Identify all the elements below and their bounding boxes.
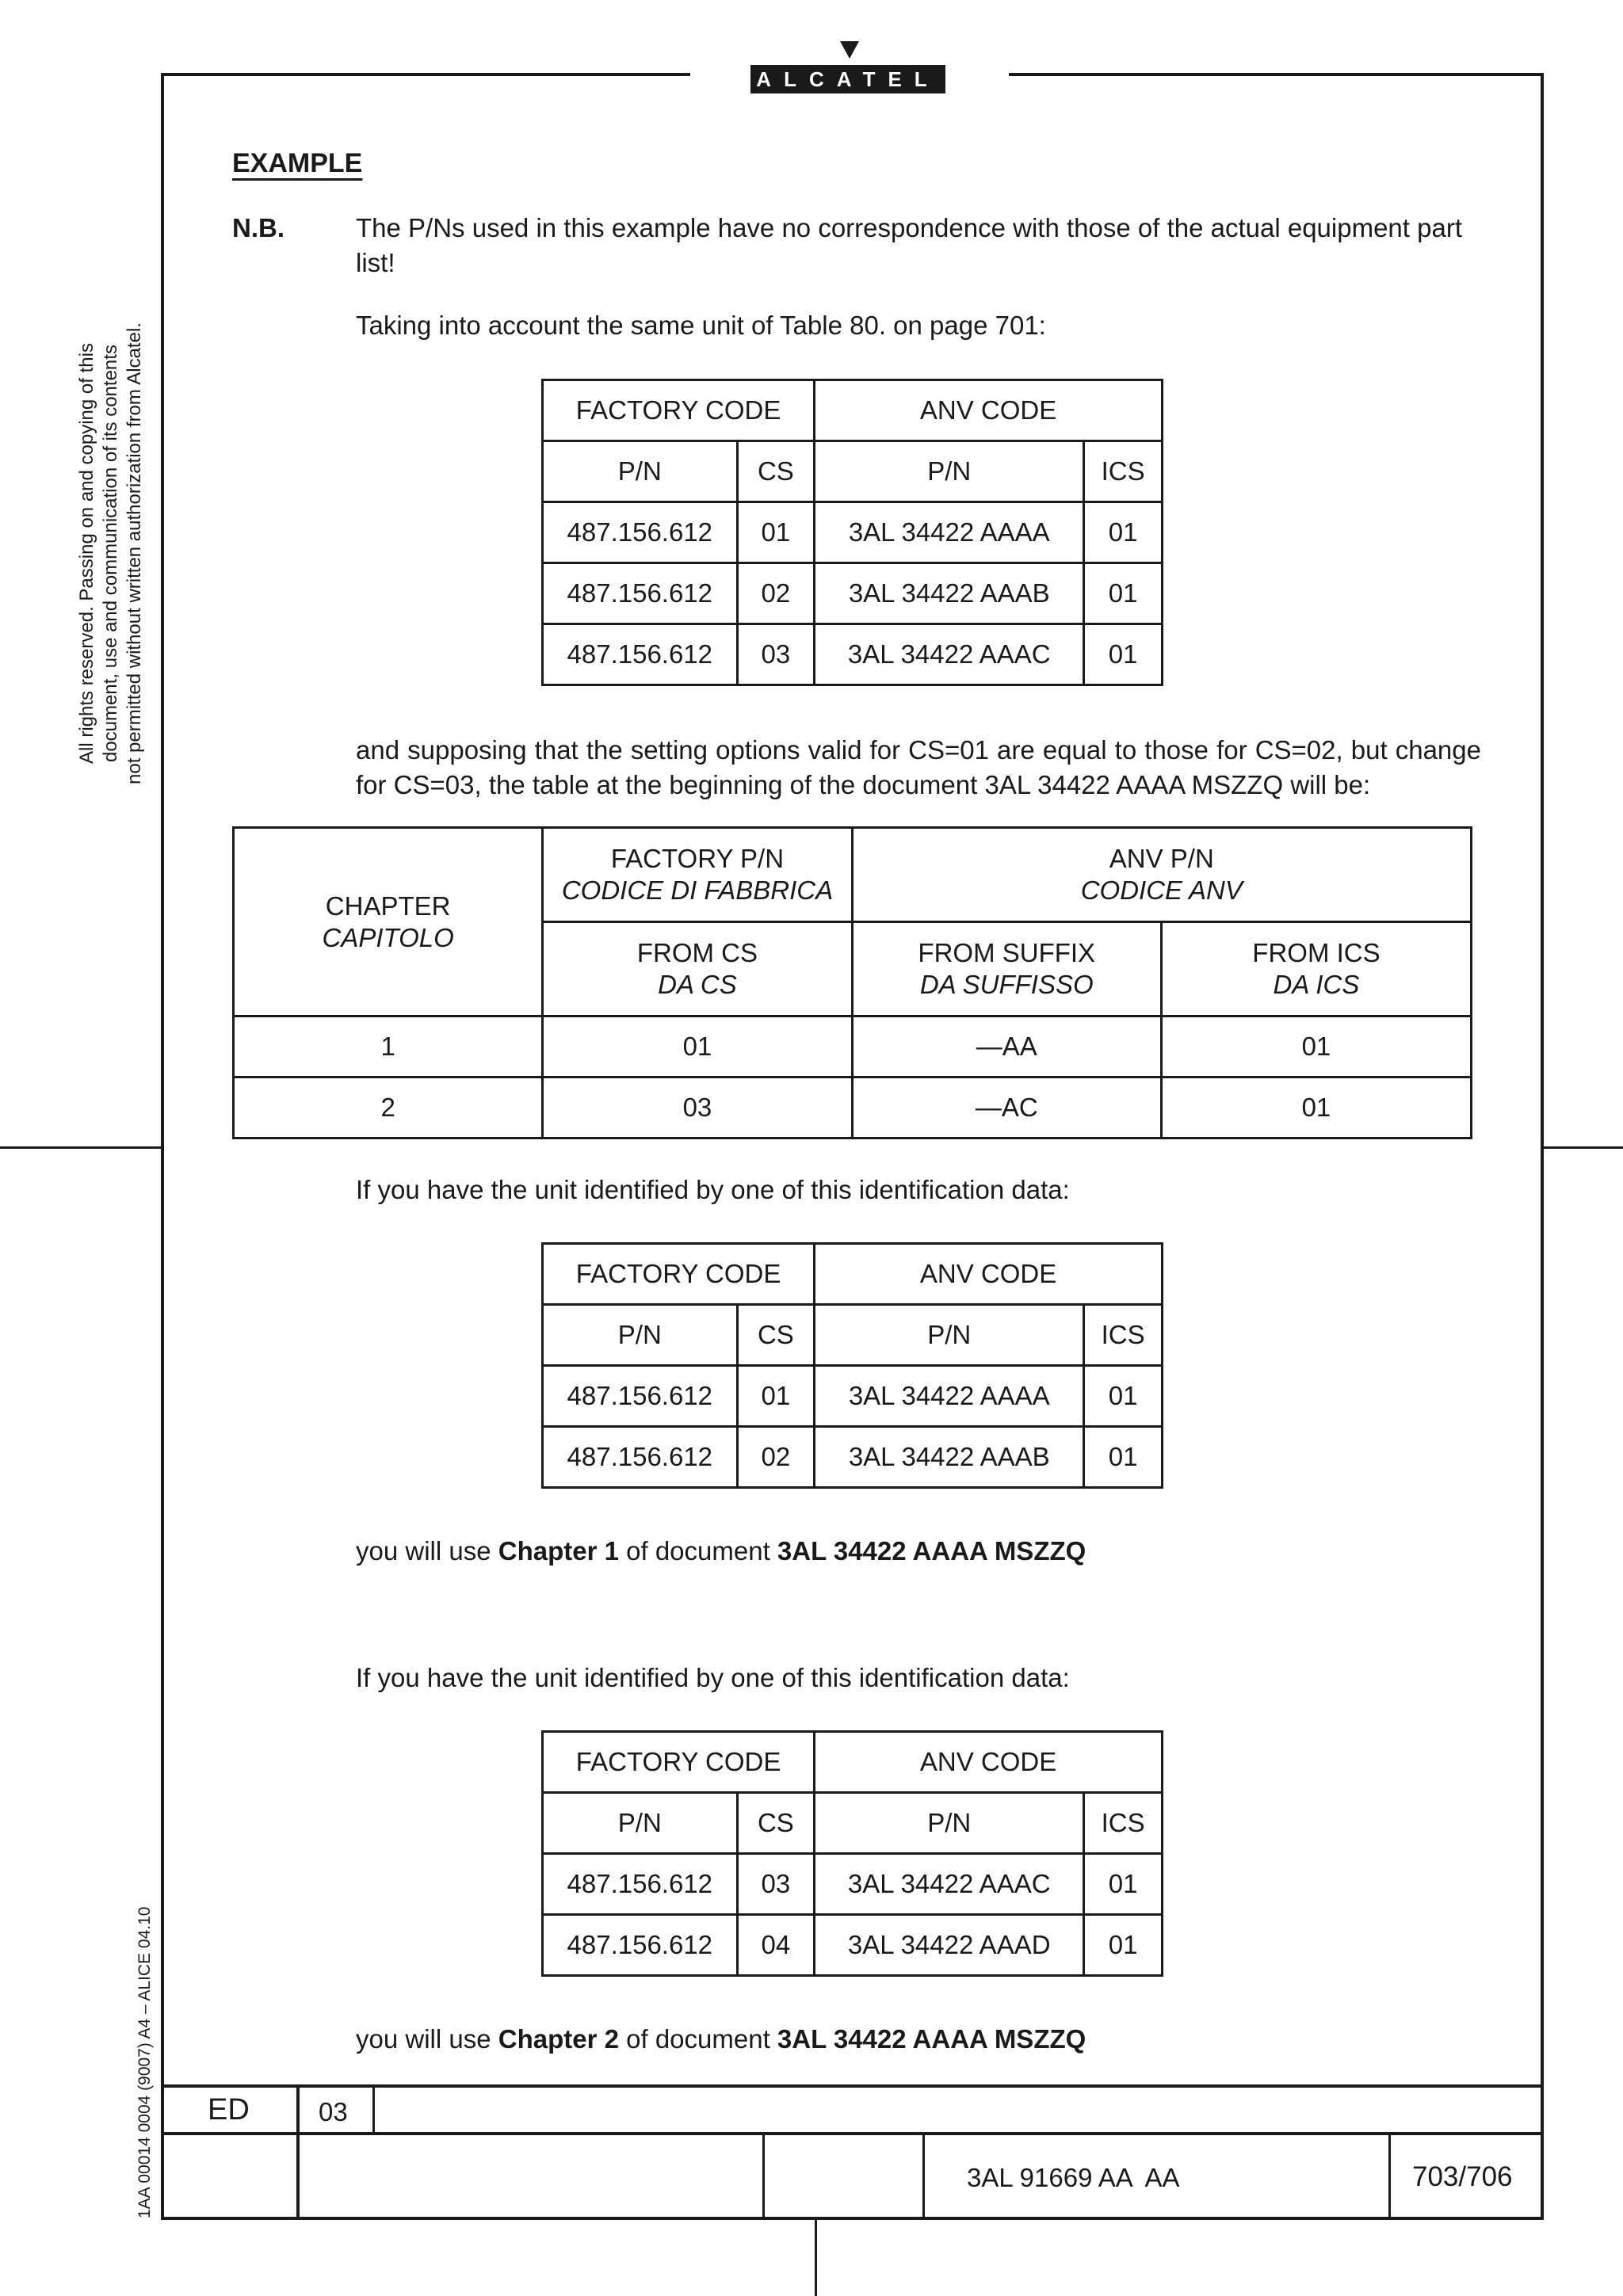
copyright-notice	[75, 322, 147, 784]
table-row	[543, 1854, 1163, 1915]
ics-header: ICS	[1084, 441, 1163, 502]
factory-pn-cell: 487.156.612	[543, 563, 738, 624]
cs-header: CS	[737, 1793, 815, 1854]
chapter-cell: 1	[234, 1016, 543, 1077]
anv-pn-cell: 3AL 34422 AAAC	[815, 624, 1084, 685]
factory-pn-cell: 487.156.612	[543, 1427, 738, 1488]
cs-cell: 01	[737, 1366, 815, 1427]
frame-left	[161, 73, 164, 2220]
da-ics-label: DA ICS	[1273, 970, 1360, 999]
pn-header: P/N	[543, 441, 738, 502]
ics-cell: 01	[1084, 502, 1163, 563]
anv-code-header: ANV CODE	[815, 1244, 1163, 1305]
cs-cell: 04	[737, 1915, 815, 1976]
factory-pn-label: FACTORY P/N	[610, 844, 785, 873]
footer-divider-1	[296, 2084, 300, 2219]
ics-cell: 01	[1084, 1427, 1163, 1488]
identification-table-3	[541, 1730, 1163, 1977]
footer-top-line	[161, 2084, 1544, 2088]
anv-pn-cell: 3AL 34422 AAAA	[815, 1366, 1084, 1427]
page-number: 703/706	[1412, 2161, 1513, 2192]
from-suffix-header	[852, 922, 1161, 1016]
frame-top-left	[161, 73, 690, 76]
use-chapter-2-text	[356, 2022, 1086, 2057]
from-ics-header	[1161, 922, 1471, 1016]
edition-label: ED	[208, 2093, 250, 2126]
logo-triangle-icon	[840, 41, 859, 59]
ics-cell: 01	[1084, 1915, 1163, 1976]
pn-header: P/N	[815, 1793, 1084, 1854]
anv-code-header: ANV CODE	[815, 1732, 1163, 1793]
footer-divider-3	[762, 2134, 765, 2219]
pn-header: P/N	[543, 1793, 738, 1854]
cs-cell: 03	[737, 624, 815, 685]
table-row	[234, 1077, 1472, 1138]
if-text-1: If you have the unit identified by one of this identification data:	[356, 1175, 1070, 1204]
chapter-ref: Chapter 1	[498, 1536, 619, 1566]
cs-header: CS	[737, 1305, 815, 1366]
factory-pn-cell: 487.156.612	[543, 1915, 738, 1976]
if-text-2: If you have the unit identified by one of this identification data:	[356, 1663, 1070, 1692]
from-cs-header	[543, 922, 852, 1016]
anv-pn-header	[852, 828, 1471, 922]
identification-table-2	[541, 1242, 1163, 1489]
from-suffix-cell: —AC	[852, 1077, 1161, 1138]
pn-header: P/N	[815, 441, 1084, 502]
anv-pn-cell: 3AL 34422 AAAB	[815, 1427, 1084, 1488]
anv-pn-cell: 3AL 34422 AAAA	[815, 502, 1084, 563]
anv-pn-cell: 3AL 34422 AAAD	[815, 1915, 1084, 1976]
table-row	[234, 1016, 1472, 1077]
doc-ref: 3AL 34422 AAAA MSZZQ	[777, 1536, 1086, 1566]
cs-cell: 01	[737, 502, 815, 563]
alcatel-logo: ALCATEL	[750, 65, 945, 93]
cs-cell: 02	[737, 563, 815, 624]
anv-code-header: ANV CODE	[815, 380, 1163, 441]
ics-header: ICS	[1084, 1793, 1163, 1854]
table-row	[543, 1366, 1163, 1427]
from-suffix-cell: —AA	[852, 1016, 1161, 1077]
table-row	[543, 1915, 1163, 1976]
ics-cell: 01	[1084, 1366, 1163, 1427]
factory-code-header: FACTORY CODE	[543, 380, 815, 441]
factory-pn-cell: 487.156.612	[543, 624, 738, 685]
pn-header: P/N	[543, 1305, 738, 1366]
document-code: 3AL 91669 AA AA	[967, 2163, 1180, 2192]
frame-bottom	[161, 2217, 1544, 2220]
use-chapter-1-text	[356, 1534, 1086, 1569]
pn-header: P/N	[815, 1305, 1084, 1366]
da-suffisso-label: DA SUFFISSO	[919, 970, 1094, 999]
doc-ref: 3AL 34422 AAAA MSZZQ	[777, 2024, 1086, 2054]
ics-header: ICS	[1084, 1305, 1163, 1366]
ics-cell: 01	[1084, 563, 1163, 624]
cs-header: CS	[737, 441, 815, 502]
identification-table-1	[541, 379, 1163, 686]
chapter-cell: 2	[234, 1077, 543, 1138]
chapter-label: CHAPTER	[325, 891, 451, 921]
table-row	[543, 563, 1163, 624]
table-row	[543, 502, 1163, 563]
da-cs-label: DA CS	[658, 970, 737, 999]
ics-cell: 01	[1084, 1854, 1163, 1915]
factory-pn-cell: 487.156.612	[543, 502, 738, 563]
chapter-ref: Chapter 2	[498, 2024, 619, 2054]
margin-mark-left	[0, 1146, 161, 1149]
factory-pn-cell: 487.156.612	[543, 1366, 738, 1427]
codice-anv-label: CODICE ANV	[1080, 875, 1243, 905]
nb-label: N.B.	[232, 213, 285, 242]
chapter-header	[234, 828, 543, 1016]
edition-value: 03	[319, 2097, 348, 2126]
factory-pn-header	[543, 828, 852, 922]
table-row	[543, 1427, 1163, 1488]
form-code: 1AA 00014 0004 (9007) A4 – ALICE 04.10	[136, 1906, 154, 2218]
use-pre: you will use	[356, 2024, 498, 2054]
copyright-line-1: All rights reserved. Passing on and copying of this	[76, 343, 97, 764]
factory-code-header: FACTORY CODE	[543, 1244, 815, 1305]
margin-mark-right	[1544, 1146, 1623, 1149]
from-ics-label: FROM ICS	[1252, 938, 1381, 967]
factory-pn-cell: 487.156.612	[543, 1854, 738, 1915]
margin-mark-bottom	[815, 2220, 817, 2296]
use-pre: you will use	[356, 1536, 498, 1566]
use-mid: of document	[618, 2024, 777, 2054]
table-row	[543, 624, 1163, 685]
from-cs-cell: 01	[543, 1016, 852, 1077]
codice-fabbrica-label: CODICE DI FABBRICA	[561, 875, 834, 905]
factory-code-header: FACTORY CODE	[543, 1732, 815, 1793]
from-ics-cell: 01	[1161, 1077, 1471, 1138]
from-ics-cell: 01	[1161, 1016, 1471, 1077]
frame-top-right	[1009, 73, 1544, 76]
anv-pn-cell: 3AL 34422 AAAB	[815, 563, 1084, 624]
cs-cell: 03	[737, 1854, 815, 1915]
copyright-line-2: document, use and communication of its contents	[100, 345, 121, 763]
nb-text: The P/Ns used in this example have no correspondence with those of the actual equipment part list!	[356, 213, 1462, 277]
chapter-table	[232, 826, 1472, 1139]
footer-mid-line	[161, 2132, 1544, 2135]
intro-text: Taking into account the same unit of Table 80. on page 701:	[356, 311, 1046, 340]
footer-divider-4	[922, 2134, 925, 2219]
footer-divider-5	[1388, 2134, 1391, 2219]
supposing-text: and supposing that the setting options valid for CS=01 are equal to those for CS=02, but change for CS=03, the table at the beginning of the document 3AL 34422 AAAA MSZZQ will be:	[356, 735, 1481, 799]
footer-divider-2	[372, 2084, 375, 2134]
from-cs-cell: 03	[543, 1077, 852, 1138]
copyright-line-3: not permitted without written authorization from Alcatel.	[124, 322, 145, 784]
anv-pn-cell: 3AL 34422 AAAC	[815, 1854, 1084, 1915]
example-heading: EXAMPLE	[232, 148, 363, 178]
use-mid: of document	[618, 1536, 777, 1566]
from-suffix-label: FROM SUFFIX	[918, 938, 1096, 967]
capitolo-label: CAPITOLO	[322, 922, 454, 952]
from-cs-label: FROM CS	[636, 938, 758, 967]
cs-cell: 02	[737, 1427, 815, 1488]
ics-cell: 01	[1084, 624, 1163, 685]
anv-pn-label: ANV P/N	[1109, 844, 1214, 873]
